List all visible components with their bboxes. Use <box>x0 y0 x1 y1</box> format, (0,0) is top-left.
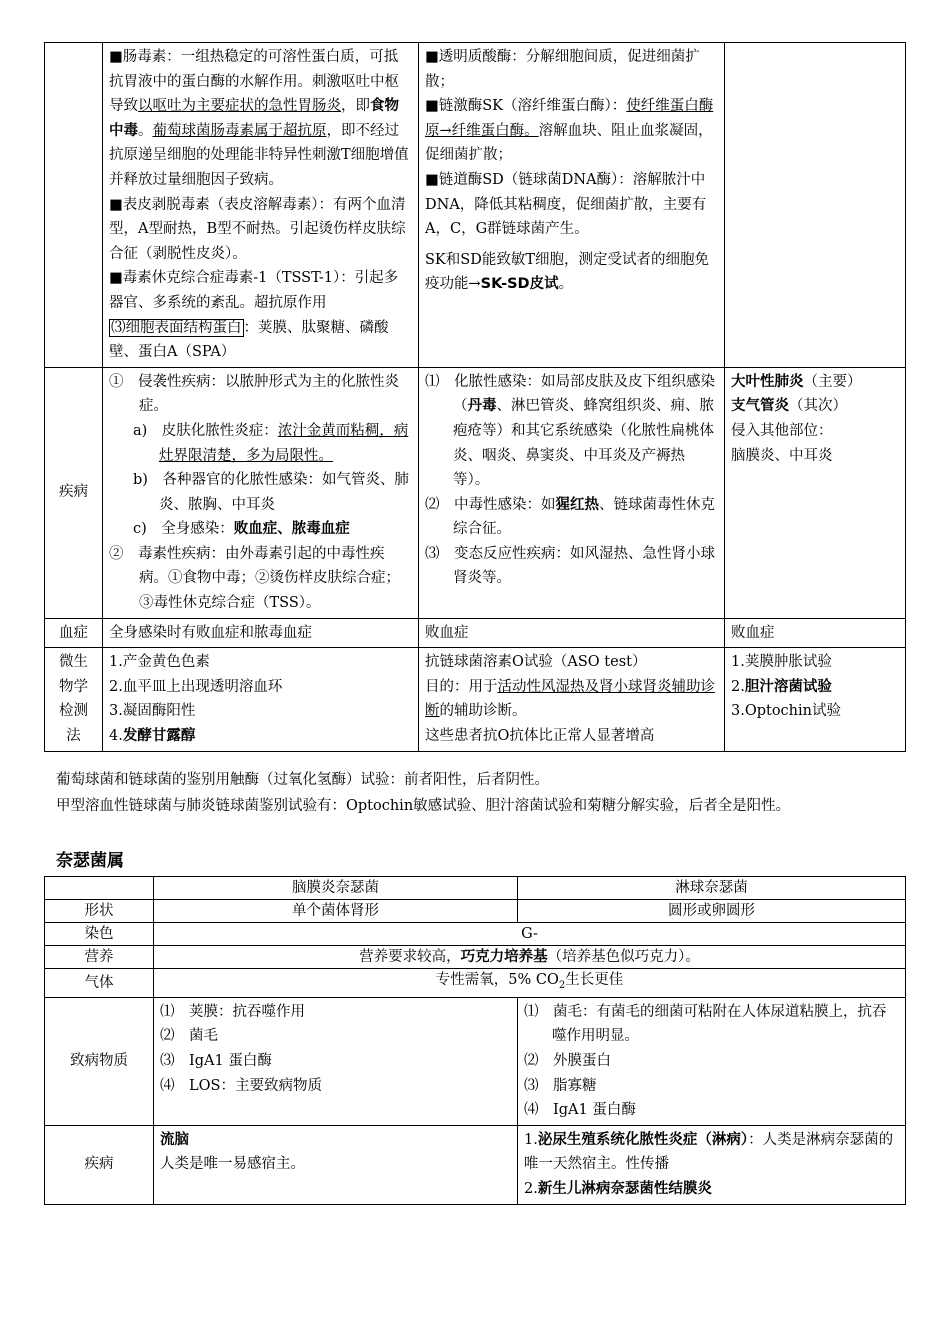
stain-label: 染色 <box>45 923 154 946</box>
neisseria-header-row <box>45 877 906 900</box>
invasive-disease-text: ① 侵袭性疾病：以脓肿形式为主的化脓性炎症。 <box>109 373 399 415</box>
nutrition-value: 营养要求较高，巧克力培养基（培养基色似巧克力）。 <box>154 946 906 969</box>
pathogen-item: ⑴ 荚膜：抗吞噬作用 <box>160 1003 305 1020</box>
stain-value: G- <box>154 923 906 946</box>
bronchitis-text: 支气管炎（其次） <box>731 398 847 415</box>
meningitis-otitis-text: 脑膜炎、中耳炎 <box>731 447 833 464</box>
gas-label: 气体 <box>45 969 154 998</box>
aso-test-text: 抗链球菌溶素O试验（ASO test） <box>425 654 647 671</box>
catalase-note: 葡萄球菌和链球菌的鉴别用触酶（过氧化氢酶）试验：前者阳性，后者阴性。 <box>56 772 549 788</box>
tsst-text: ■毒素休克综合症毒素-1（TSST-1）：引起多器官、多系统的紊乱。超抗原作用 <box>109 270 399 311</box>
enterotoxin-text: ■肠毒素：一组热稳定的可溶性蛋白质，可抵抗胃液中的蛋白酶的水解作用。刺激呕吐中枢导致以呕吐为主要症状的急性胃肠炎，即食物中毒。葡萄球菌肠毒素属于超抗原，即不经过抗原递呈细胞的处理能非特异性刺激T细胞增值并释放过量细胞因子致病。 <box>109 49 409 188</box>
bacteria-comparison-table <box>44 42 906 752</box>
pathogen-item: ⑵ 菌毛 <box>160 1028 218 1045</box>
bacteremia-label: 血症 <box>45 618 103 648</box>
shape-label: 形状 <box>45 900 154 923</box>
pneumo-lab-cell <box>725 648 906 751</box>
surface-protein-text: ⑶细胞表面结构蛋白 ：荚膜、肽聚糖、磷酸壁、蛋白A（SPA） <box>109 319 389 361</box>
strep-lab-cell <box>419 648 725 751</box>
gonorrhea-text: 1.泌尿生殖系统化脓性炎症（淋病）：人类是淋病奈瑟菌的唯一天然宿主。性传播 <box>524 1131 894 1173</box>
pathogen-item: ⑵ 外膜蛋白 <box>524 1053 611 1070</box>
lab-item: 1.荚膜肿胀试验 <box>731 654 832 671</box>
gas-row <box>45 969 906 998</box>
lab-item: 1.产金黄色色素 <box>109 654 210 671</box>
lab-test-row <box>45 648 906 751</box>
organ-infection-text: b) 各种器官的化脓性感染：如气管炎、肺炎、脓胸、中耳炎 <box>133 472 409 513</box>
sk-sd-test-text: SK和SD能致敏T细胞，测定受试者的细胞免疫功能→SK-SD皮试。 <box>425 251 709 293</box>
pathogen-item: ⑴ 菌毛：有菌毛的细菌可粘附在人体尿道粘膜上，抗吞噬作用明显。 <box>524 1003 887 1045</box>
streptokinase-text: ■链激酶SK（溶纤维蛋白酶）：使纤维蛋白酶原→纤维蛋白酶。溶解血块、阻止血浆凝固，促细菌扩散； <box>425 98 714 164</box>
aso-purpose-text: 目的：用于活动性风湿热及肾小球肾炎辅助诊断的辅助诊断。 <box>425 678 715 720</box>
pneumo-bacteremia-cell: 败血症 <box>725 618 906 648</box>
gonococcus-header: 淋球奈瑟菌 <box>518 877 906 900</box>
lab-item: 3.凝固酶阳性 <box>109 703 196 720</box>
pathogen-item: ⑷ IgA1 蛋白酶 <box>524 1102 636 1119</box>
stain-row <box>45 923 906 946</box>
pathogen-item: ⑶ 脂寡糖 <box>524 1077 597 1094</box>
lab-item: 2.胆汁溶菌试验 <box>731 678 832 695</box>
exfoliative-toxin-text: ■表皮剥脱毒素（表皮溶解毒素）：有两个血清型，A型耐热，B型不耐热。引起烫伤样皮肤综合征（剥脱性皮炎）。 <box>109 196 406 262</box>
pathogen-item: ⑷ LOS：主要致病物质 <box>160 1077 322 1094</box>
staph-lab-cell <box>103 648 419 751</box>
lab-item: 3.Optochin试验 <box>731 703 841 720</box>
pneumo-disease-cell <box>725 367 906 618</box>
meningococcus-pathogen-cell <box>154 997 518 1125</box>
neonatal-conjunctivitis-text: 2.新生儿淋病奈瑟菌性结膜炎 <box>524 1181 712 1198</box>
meningococcus-shape: 单个菌体肾形 <box>154 900 518 923</box>
lab-item: 4.发酵甘露醇 <box>109 728 196 745</box>
neisseria-disease-label: 疾病 <box>45 1125 154 1204</box>
nutrition-label: 营养 <box>45 946 154 969</box>
header-empty-cell <box>45 877 154 900</box>
strep-disease-cell <box>419 367 725 618</box>
section-title: 奈瑟菌属 <box>56 851 124 871</box>
disease-row <box>45 367 906 618</box>
staph-bacteremia-cell: 全身感染时有败血症和脓毒血症 <box>103 618 419 648</box>
pathogen-item: ⑶ IgA1 蛋白酶 <box>160 1053 272 1070</box>
other-sites-text: 侵入其他部位： <box>731 422 833 439</box>
gonococcus-shape: 圆形或卵圆形 <box>518 900 906 923</box>
bacteremia-row <box>45 618 906 648</box>
neisseria-table <box>44 876 906 1205</box>
aso-result-text: 这些患者抗O抗体比正常人显著增高 <box>425 728 655 745</box>
optochin-note: 甲型溶血性链球菌与肺炎链球菌鉴别试验有：Optochin敏感试验、胆汁溶菌试验和菊糖分解实验，后者全是阳性。 <box>56 798 791 814</box>
lab-test-label: 微生物学检测法 <box>45 648 103 751</box>
systemic-infection-text: c) 全身感染：败血症、脓毒血症 <box>133 521 350 538</box>
host-text: 人类是唯一易感宿主。 <box>160 1156 305 1173</box>
hyaluronidase-text: ■透明质酸酶：分解细胞间质，促进细菌扩散； <box>425 49 700 90</box>
pneumo-toxins-cell <box>725 43 906 368</box>
pathogen-label: 致病物质 <box>45 997 154 1125</box>
purulent-infection-text: ⑴ 化脓性感染：如局部皮肤及皮下组织感染（丹毒、淋巴管炎、蜂窝组织炎、痈、脓疱疮等）和其它系统感染（化脓性扁桃体炎、咽炎、鼻窦炎、中耳炎及产褥热等）。 <box>425 373 715 489</box>
lab-item: 2.血平皿上出现透明溶血环 <box>109 678 283 695</box>
toxin-disease-text: ② 毒素性疾病：由外毒素引起的中毒性疾病。①食物中毒；②烫伤样皮肤综合症；③毒性休克综合症（TSS）。 <box>109 545 400 612</box>
neisseria-disease-row <box>45 1125 906 1204</box>
staph-disease-cell <box>103 367 419 618</box>
toxic-infection-text: ⑵ 中毒性感染：如猩红热、链球菌毒性休克综合征。 <box>425 496 715 538</box>
gas-value: 专性需氧，5% $CO_2$生长更佳 <box>154 969 906 998</box>
meningococcus-header: 脑膜炎奈瑟菌 <box>154 877 518 900</box>
disease-label: 疾病 <box>45 367 103 618</box>
gonococcus-pathogen-cell <box>518 997 906 1125</box>
epidemic-meningitis-text: 流脑 <box>160 1131 189 1148</box>
allergic-disease-text: ⑶ 变态反应性疾病：如风湿热、急性肾小球肾炎等。 <box>425 545 715 587</box>
lobar-pneumonia-text: 大叶性肺炎（主要） <box>731 373 862 390</box>
staph-toxins-cell <box>103 43 419 368</box>
meningococcus-disease-cell <box>154 1125 518 1204</box>
nutrition-row <box>45 946 906 969</box>
toxins-row <box>45 43 906 368</box>
shape-row <box>45 900 906 923</box>
toxins-label-cell <box>45 43 103 368</box>
strep-enzymes-cell <box>419 43 725 368</box>
strep-bacteremia-cell: 败血症 <box>419 618 725 648</box>
skin-infection-text: a) 皮肤化脓性炎症：浓汁金黄而粘稠，病灶界限清楚，多为局限性。 <box>133 422 409 464</box>
pathogen-row <box>45 997 906 1125</box>
streptodornase-text: ■链道酶SD（链球菌DNA酶）：溶解脓汁中DNA，降低其粘稠度，促细菌扩散，主要有A，C，G群链球菌产生。 <box>425 171 707 238</box>
gonococcus-disease-cell <box>518 1125 906 1204</box>
